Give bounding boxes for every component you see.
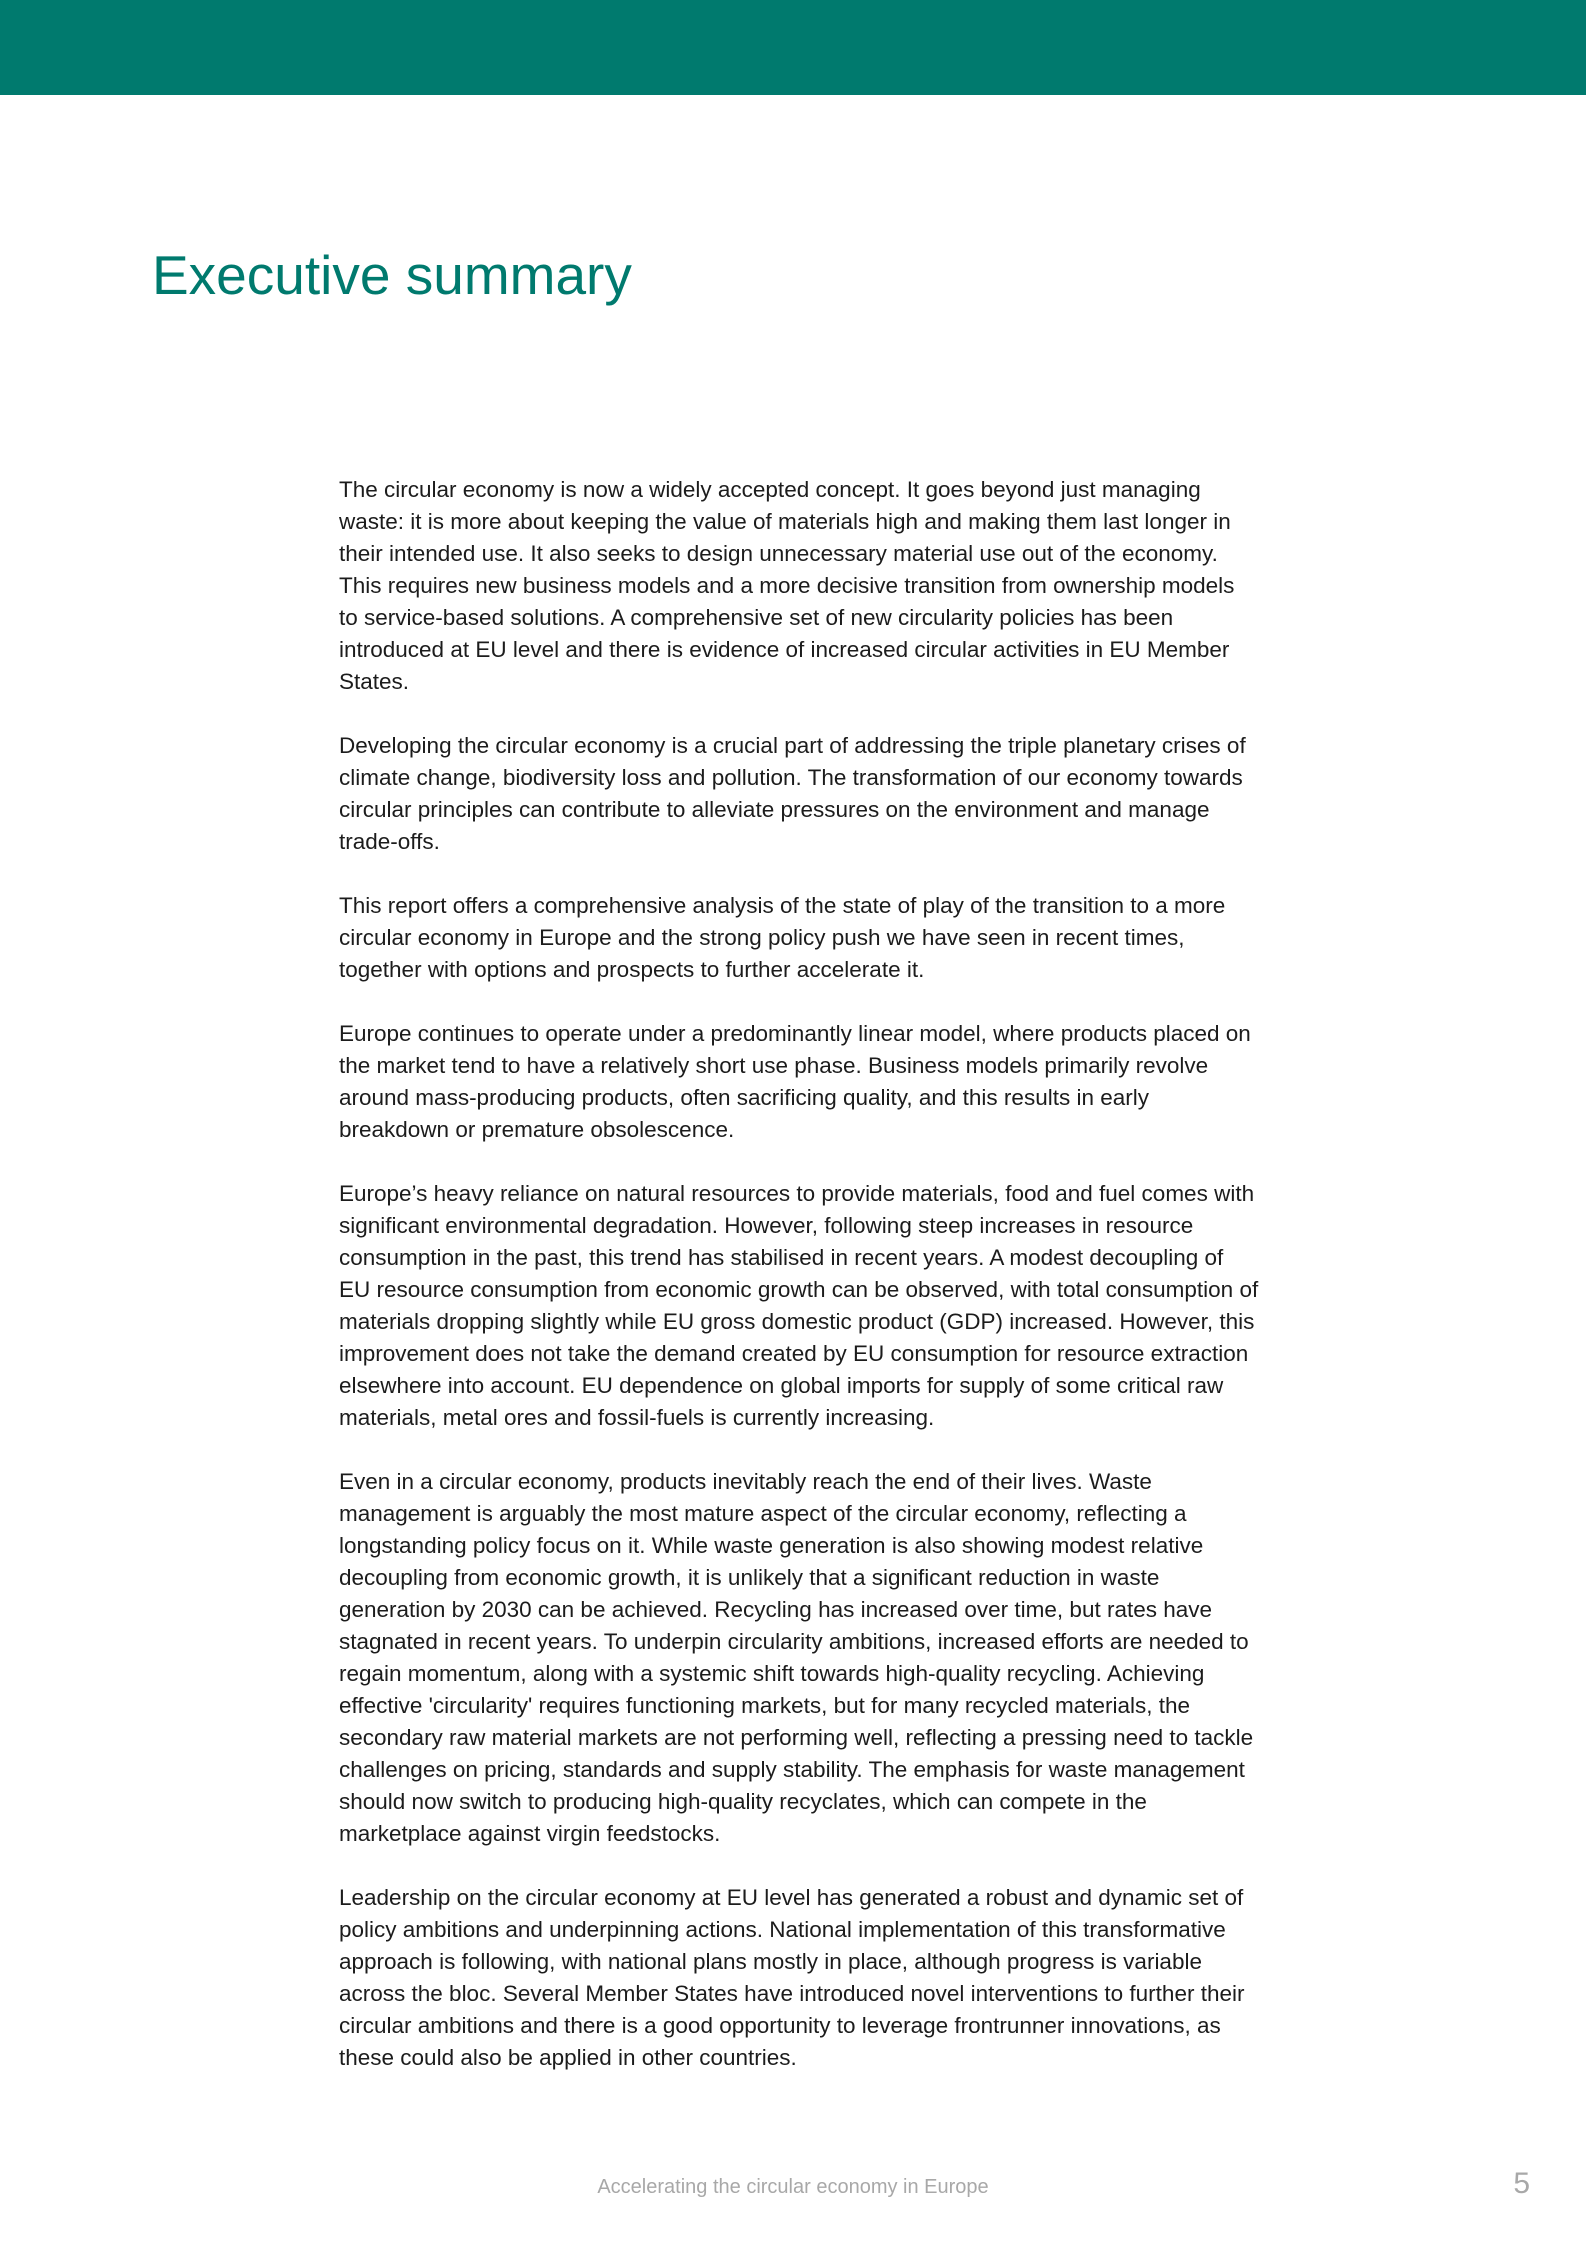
paragraph-7: Leadership on the circular economy at EU level has generated a robust and dynamic set of policy ambitions and underpinning actions. National implementation of this transformative approach is following, with national plans mostly in place, although progress is variable across the bloc. Several Member States have introduced novel interventions to further their circular ambitions and there is a good opportunity to leverage frontrunner innovations, as these could also be applied in other countries. [339,1885,1245,2070]
summary-body [339,474,1259,2074]
page-number: 5 [1513,2167,1530,2200]
paragraph-2: Developing the circular economy is a crucial part of addressing the triple planetary crises of climate change, biodiversity loss and pollution. The transformation of our economy towards circular principles can contribute to alleviate pressures on the environment and manage trade-offs. [339,733,1246,854]
header-color-band [0,0,1586,95]
page-title: Executive summary [152,244,632,306]
footer-running-title: Accelerating the circular economy in Europe [597,2176,989,2198]
paragraph-4: Europe continues to operate under a predominantly linear model, where products placed on the market tend to have a relatively short use phase. Business models primarily revolve around mass-producing products, often sacrificing quality, and this results in early breakdown or premature obsolescence. [339,1021,1251,1142]
paragraph-6: Even in a circular economy, products inevitably reach the end of their lives. Waste management is arguably the most mature aspect of the circular economy, reflecting a longstanding policy focus on it. While waste generation is also showing modest relative decoupling from economic growth, it is unlikely that a significant reduction in waste generation by 2030 can be achieved. Recycling has increased over time, but rates have stagnated in recent years. To underpin circularity ambitions, increased efforts are needed to regain momentum, along with a systemic shift towards high-quality recycling. Achieving effective 'circularity' requires functioning markets, but for many recycled materials, the secondary raw material markets are not performing well, reflecting a pressing need to tackle challenges on pricing, standards and supply stability. The emphasis for waste management should now switch to producing high-quality recyclates, which can compete in the marketplace against virgin feedstocks. [339,1469,1254,1846]
paragraph-5: Europe’s heavy reliance on natural resources to provide materials, food and fuel comes with significant environmental degradation. However, following steep increases in resource consumption in the past, this trend has stabilised in recent years. A modest decoupling of EU resource consumption from economic growth can be observed, with total consumption of materials dropping slightly while EU gross domestic product (GDP) increased. However, this improvement does not take the demand created by EU consumption for resource extraction elsewhere into account. EU dependence on global imports for supply of some critical raw materials, metal ores and fossil-fuels is currently increasing. [339,1181,1259,1430]
paragraph-1: The circular economy is now a widely accepted concept. It goes beyond just managing waste: it is more about keeping the value of materials high and making them last longer in their intended use. It also seeks to design unnecessary material use out of the economy. This requires new business models and a more decisive transition from ownership models to service-based solutions. A comprehensive set of new circularity policies has been introduced at EU level and there is evidence of increased circular activities in EU Member States. [339,477,1235,694]
paragraph-3: This report offers a comprehensive analysis of the state of play of the transition to a more circular economy in Europe and the strong policy push we have seen in recent times, together with options and prospects to further accelerate it. [339,893,1226,982]
